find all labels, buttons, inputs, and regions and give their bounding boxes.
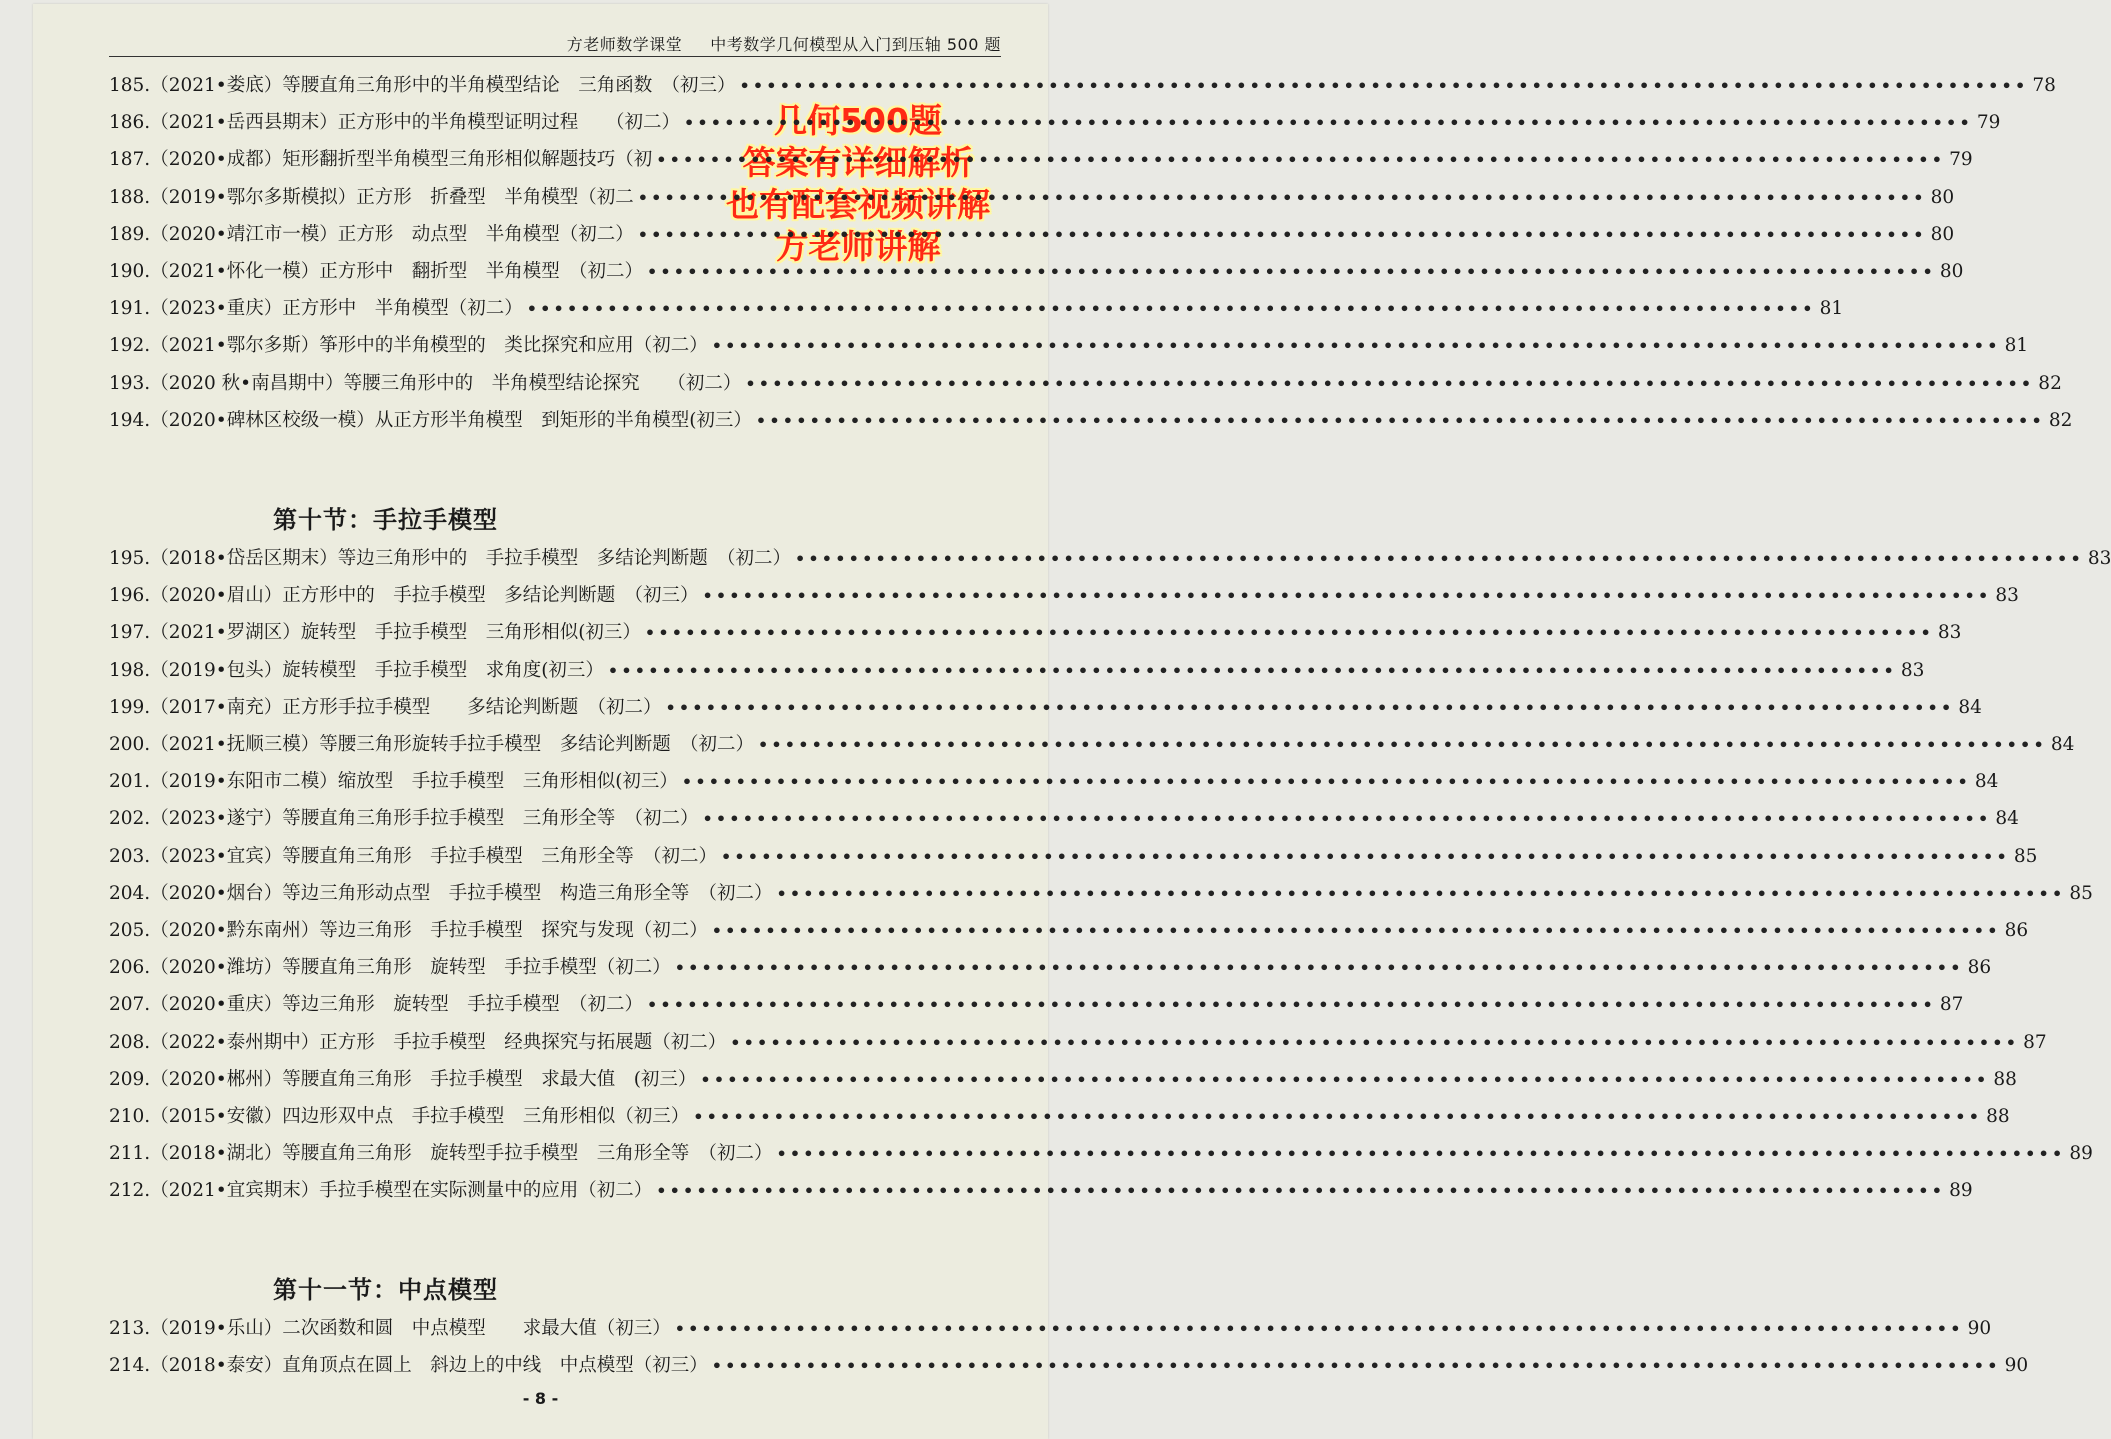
toc-entry — [109, 581, 2019, 611]
toc-entry-title: （2021•罗湖区）旋转型 手拉手模型 三角形相似(初三） — [150, 622, 641, 644]
toc-entry-title: （2015•安徽）四边形双中点 手拉手模型 三角形相似（初三） — [150, 1106, 690, 1127]
toc-entry-number: 207. — [109, 994, 151, 1016]
toc-leader-dots — [776, 884, 2065, 903]
toc-entry-title: （2023•重庆）正方形中 半角模型（初二） — [150, 298, 523, 320]
toc-entry-number: 186. — [109, 112, 151, 134]
page-number: - 8 - — [522, 1389, 559, 1408]
toc-entry-number: 189. — [109, 223, 151, 245]
toc-entry — [109, 693, 1982, 723]
toc-entry-title: （2019•包头）旋转模型 手拉手模型 求角度(初三） — [150, 659, 604, 681]
toc-entry — [109, 145, 1973, 175]
toc-leader-dots — [702, 586, 1991, 605]
toc-entry-title: （2020•黔东南州）等边三角形 手拉手模型 探究与发现（初二） — [150, 920, 708, 941]
toc-entry-number: 208. — [109, 1031, 151, 1053]
promo-line-3: 也有配套视频讲解 — [726, 185, 990, 224]
toc-entry-page: 85 — [2069, 882, 2093, 904]
toc-entry-page: 90 — [2004, 1355, 2029, 1377]
toc-leader-dots — [795, 549, 2084, 568]
toc-leader-dots — [647, 995, 1936, 1014]
toc-entry — [109, 1065, 2017, 1095]
toc-entry — [109, 369, 2062, 399]
toc-entry-page: 82 — [2048, 409, 2073, 431]
toc-entry-number: 199. — [109, 696, 151, 718]
toc-entry — [109, 879, 2093, 909]
toc-entry-title: （2018•湖北）等腰直角三角形 旋转型手拉手模型 三角形全等 （初二） — [150, 1143, 773, 1165]
toc-entry-page: 83 — [1937, 622, 1962, 644]
toc-leader-dots — [608, 661, 1897, 680]
toc-entry-number: 198. — [109, 659, 151, 681]
toc-entry — [109, 656, 1925, 686]
toc-entry-title: （2020•烟台）等边三角形动点型 手拉手模型 构造三角形全等 （初二） — [150, 882, 773, 904]
toc-entry — [109, 842, 2038, 872]
toc-entry-number: 192. — [109, 335, 151, 357]
toc-entry-page: 83 — [2087, 548, 2111, 569]
toc-leader-dots — [645, 623, 1934, 642]
toc-entry-number: 196. — [109, 585, 151, 607]
toc-entry-title: （2020 秋•南昌期中）等腰三角形中的 半角模型结论探究 （初二） — [150, 372, 742, 394]
toc-entry — [109, 953, 1992, 983]
toc-entry — [109, 71, 2056, 101]
toc-entry-title: （2020•成都）矩形翻折型半角模型三角形相似解题技巧（初 — [150, 149, 653, 171]
toc-entry — [109, 183, 1955, 213]
toc-leader-dots — [675, 1319, 1964, 1338]
toc-entry-title: （2023•遂宁）等腰直角三角形手拉手模型 三角形全等 （初二） — [150, 808, 699, 830]
toc-entry-page: 84 — [1974, 771, 1999, 793]
toc-entry-page: 88 — [1986, 1106, 2010, 1127]
toc-entry-number: 194. — [109, 409, 151, 431]
toc-entry-page: 84 — [1995, 808, 2019, 830]
toc-leader-dots — [712, 336, 2001, 355]
toc-leader-dots — [702, 809, 1991, 828]
toc-entry-page: 89 — [1949, 1180, 1973, 1202]
toc-entry-number: 209. — [109, 1068, 151, 1090]
toc-entry — [109, 257, 1964, 287]
toc-entry-page: 78 — [2032, 75, 2056, 96]
section-heading-midpoint: 第十一节：中点模型 — [273, 1276, 498, 1304]
toc-entry — [109, 916, 2029, 946]
toc-entry-page: 86 — [2004, 920, 2029, 941]
toc-entry-page: 87 — [1939, 994, 1964, 1016]
toc-leader-dots — [684, 113, 1973, 132]
toc-entry-title: （2020•靖江市一模）正方形 动点型 半角模型（初二） — [150, 223, 634, 245]
toc-entry-page: 86 — [1967, 957, 1992, 979]
toc-leader-dots — [527, 299, 1816, 318]
toc-entry-page: 87 — [2023, 1031, 2047, 1053]
toc-leader-dots — [745, 374, 2034, 393]
toc-entry-title: （2019•鄂尔多斯模拟）正方形 折叠型 半角模型（初二 — [150, 186, 634, 208]
toc-entry-number: 210. — [109, 1106, 151, 1127]
toc-entry-title: （2021•鄂尔多斯）筝形中的半角模型的 类比探究和应用（初二） — [150, 335, 708, 357]
toc-entry-number: 193. — [109, 372, 151, 394]
toc-entry — [109, 406, 2073, 436]
toc-leader-dots — [776, 1144, 2065, 1163]
toc-entry-number: 203. — [109, 845, 151, 867]
toc-entry — [109, 730, 2075, 760]
toc-entry-title: （2021•抚顺三模）等腰三角形旋转手拉手模型 多结论判断题 （初二） — [150, 734, 754, 755]
toc-entry-number: 212. — [109, 1180, 151, 1202]
toc-entry — [109, 1176, 1973, 1206]
toc-entry-page: 88 — [1993, 1068, 2017, 1090]
toc-entry-page: 84 — [1958, 696, 1982, 718]
toc-entry-number: 188. — [109, 186, 151, 208]
toc-entry — [109, 1102, 2010, 1132]
toc-leader-dots — [675, 958, 1964, 977]
promo-line-2: 答案有详细解析 — [742, 143, 974, 182]
toc-entry-page: 80 — [1939, 261, 1964, 282]
toc-entry-title: （2021•宜宾期末）手拉手模型在实际测量中的应用（初二） — [150, 1180, 653, 1202]
toc-entry — [109, 1139, 2093, 1169]
toc-entry-number: 204. — [109, 882, 151, 904]
toc-entry-page: 83 — [1995, 585, 2019, 607]
section-heading-hand-in-hand: 第十节：手拉手模型 — [273, 506, 498, 534]
toc-entry-page: 80 — [1930, 223, 1955, 245]
toc-leader-dots — [739, 76, 2028, 95]
promo-line-4: 方老师讲解 — [775, 227, 941, 266]
toc-leader-dots — [756, 411, 2045, 430]
toc-entry — [109, 804, 2019, 834]
toc-entry-page: 81 — [2004, 335, 2029, 357]
toc-entry-number: 202. — [109, 808, 151, 830]
toc-leader-dots — [647, 262, 1936, 281]
toc-entry-page: 90 — [1967, 1318, 1992, 1339]
toc-leader-dots — [638, 225, 1927, 244]
toc-entry-title: （2020•重庆）等边三角形 旋转型 手拉手模型 （初二） — [150, 994, 643, 1016]
toc-entry — [109, 544, 2111, 574]
toc-entry — [109, 1351, 2029, 1381]
toc-leader-dots — [712, 1356, 2001, 1375]
toc-entry-number: 206. — [109, 957, 151, 979]
toc-entry-title: （2021•岳西县期末）正方形中的半角模型证明过程 （初二） — [150, 112, 680, 134]
header-brand: 方老师数学课堂 — [566, 35, 683, 54]
toc-entry-page: 79 — [1949, 149, 1973, 171]
toc-entry-number: 213. — [109, 1318, 151, 1339]
toc-entry-title: （2020•碑林区校级一模）从正方形半角模型 到矩形的半角模型(初三） — [150, 409, 752, 431]
document-page — [33, 4, 2111, 1439]
toc-entry-number: 185. — [109, 75, 151, 96]
toc-entry-number: 205. — [109, 920, 151, 941]
toc-entry — [109, 108, 2001, 138]
toc-leader-dots — [693, 1107, 1982, 1126]
toc-entry-page: 80 — [1930, 186, 1955, 208]
toc-entry-page: 83 — [1900, 659, 1925, 681]
toc-entry-number: 211. — [109, 1143, 151, 1165]
toc-entry-title: （2020•郴州）等腰直角三角形 手拉手模型 求最大值 (初三） — [150, 1068, 697, 1090]
toc-entry — [109, 990, 1964, 1020]
toc-leader-dots — [682, 772, 1971, 791]
toc-entry — [109, 294, 1844, 324]
toc-entry-title: （2021•娄底）等腰直角三角形中的半角模型结论 三角函数 （初三） — [150, 75, 736, 96]
page-header — [109, 30, 1001, 57]
toc-entry — [109, 1028, 2047, 1058]
toc-entry — [109, 220, 1955, 250]
toc-entry — [109, 618, 1962, 648]
toc-entry — [109, 767, 1999, 797]
toc-entry-number: 195. — [109, 548, 151, 569]
toc-entry-page: 85 — [2013, 845, 2038, 867]
toc-entry-number: 201. — [109, 771, 151, 793]
toc-leader-dots — [656, 1181, 1945, 1200]
toc-leader-dots — [700, 1070, 1989, 1089]
toc-leader-dots — [712, 921, 2001, 940]
toc-entry — [109, 1314, 1992, 1344]
toc-leader-dots — [730, 1033, 2019, 1052]
toc-entry-page: 81 — [1819, 298, 1844, 320]
toc-leader-dots — [638, 188, 1927, 207]
toc-entry-title: （2019•东阳市二模）缩放型 手拉手模型 三角形相似(初三） — [150, 771, 678, 793]
toc-entry-title: （2017•南充）正方形手拉手模型 多结论判断题 （初二） — [150, 696, 662, 718]
toc-entry-number: 200. — [109, 734, 151, 755]
toc-leader-dots — [721, 847, 2010, 866]
promo-line-1: 几何500题 — [774, 101, 942, 140]
toc-entry-number: 214. — [109, 1355, 151, 1377]
toc-entry-title: （2022•泰州期中）正方形 手拉手模型 经典探究与拓展题（初二） — [150, 1031, 727, 1053]
toc-entry-title: （2020•潍坊）等腰直角三角形 旋转型 手拉手模型（初二） — [150, 957, 671, 979]
toc-entry-page: 84 — [2050, 734, 2075, 755]
toc-entry-page: 89 — [2069, 1143, 2093, 1165]
toc-leader-dots — [665, 698, 1954, 717]
toc-leader-dots — [758, 735, 2047, 754]
toc-entry-title: （2019•乐山）二次函数和圆 中点模型 求最大值（初三） — [150, 1318, 671, 1339]
toc-entry-number: 187. — [109, 149, 151, 171]
toc-entry-page: 82 — [2038, 372, 2062, 394]
toc-entry-title: （2023•宜宾）等腰直角三角形 手拉手模型 三角形全等 （初二） — [150, 845, 717, 867]
toc-entry-number: 190. — [109, 261, 151, 282]
toc-entry — [109, 331, 2029, 361]
toc-entry-title: （2018•岱岳区期末）等边三角形中的 手拉手模型 多结论判断题 （初二） — [150, 548, 791, 569]
toc-entry-title: （2018•泰安）直角顶点在圆上 斜边上的中线 中点模型（初三） — [150, 1355, 708, 1377]
toc-entry-number: 197. — [109, 622, 151, 644]
toc-entry-page: 79 — [1976, 112, 2001, 134]
toc-leader-dots — [656, 150, 1945, 169]
toc-entry-title: （2021•怀化一模）正方形中 翻折型 半角模型 （初二） — [150, 261, 643, 282]
header-book-title: 中考数学几何模型从入门到压轴 500 题 — [710, 35, 1001, 54]
toc-entry-number: 191. — [109, 298, 151, 320]
toc-entry-title: （2020•眉山）正方形中的 手拉手模型 多结论判断题 （初三） — [150, 585, 699, 607]
